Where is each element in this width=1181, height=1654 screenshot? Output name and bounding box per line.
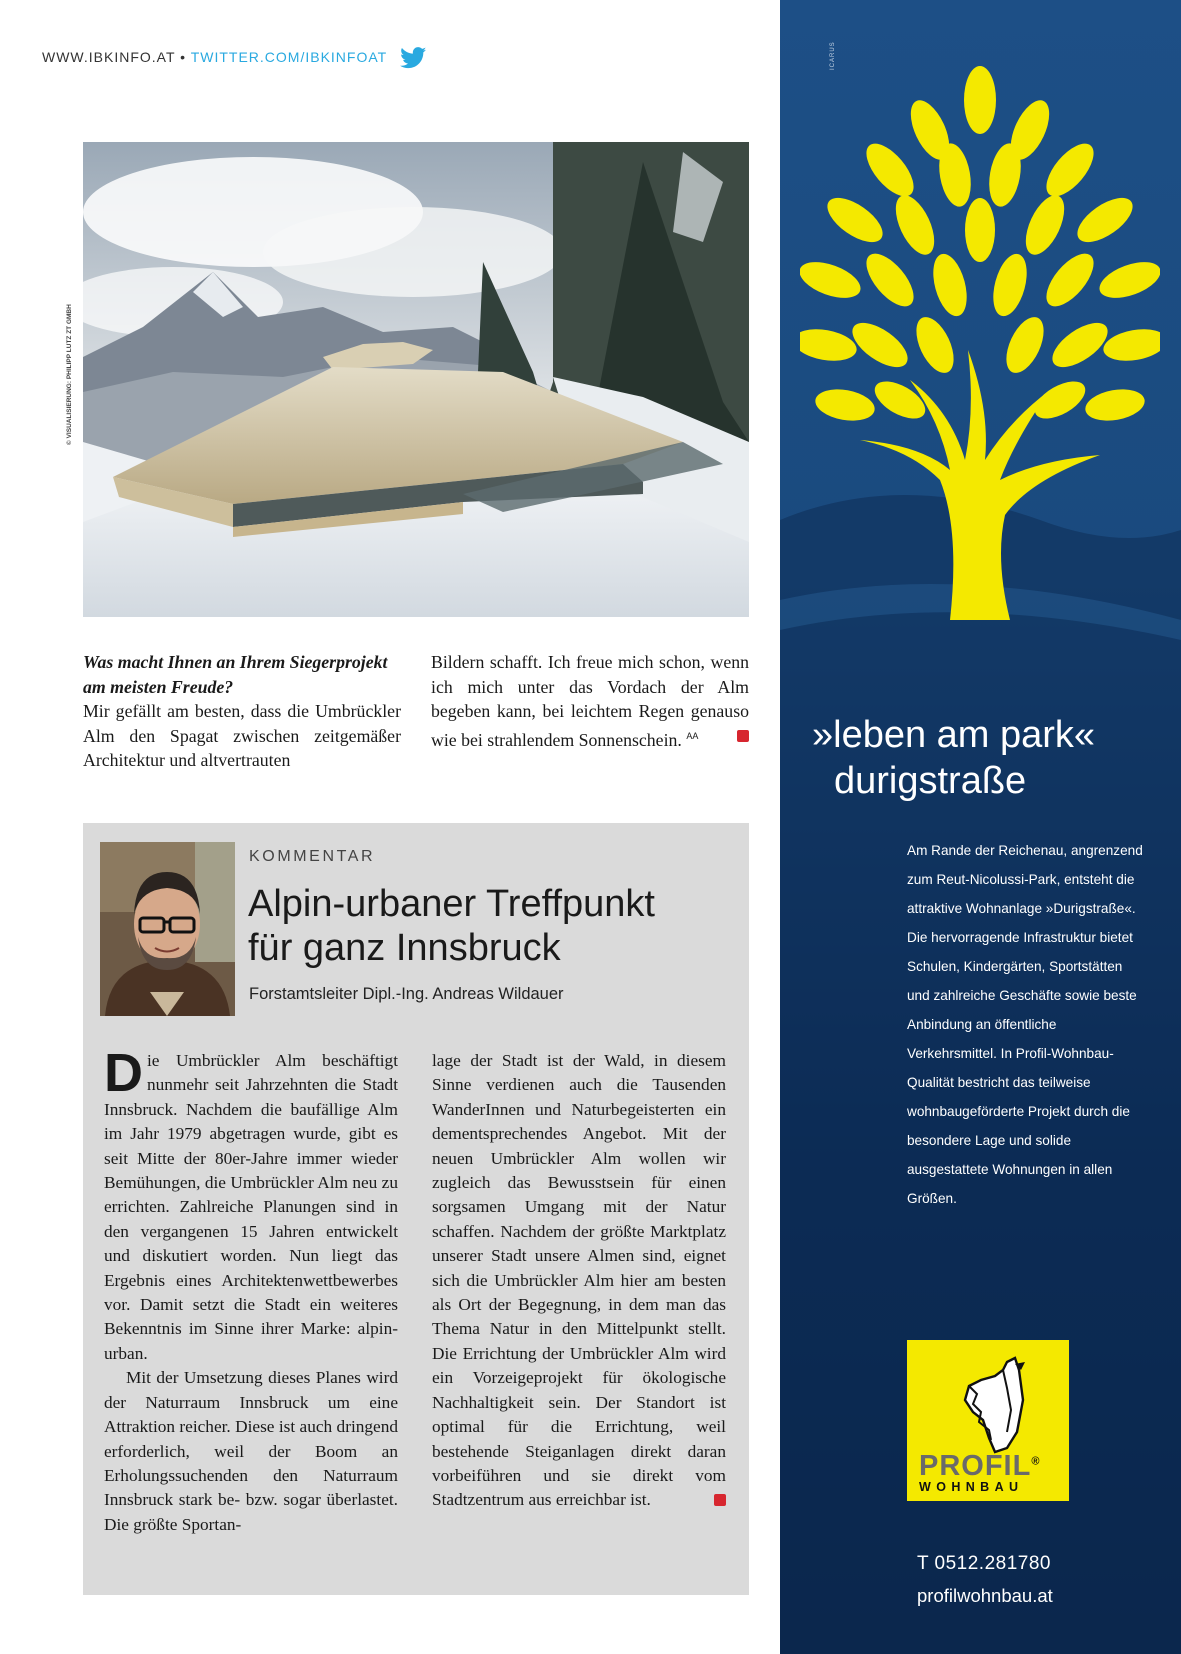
ad-agency-credit: ICARUS: [830, 41, 836, 70]
ad-slogan-line-1: »leben am park«: [812, 714, 1096, 756]
author-portrait: [100, 842, 235, 1016]
interview-column-1: [83, 650, 401, 773]
registered-mark: ®: [1031, 1455, 1041, 1468]
comment-title-line-2: für ganz Innsbruck: [248, 927, 561, 969]
ad-slogan-line-2: durigstraße: [834, 760, 1027, 802]
header-separator: •: [175, 49, 191, 65]
interview-column-2: [431, 650, 749, 752]
hero-visualisation-image: [83, 142, 749, 617]
comment-column-1: [104, 1043, 398, 1537]
interview-answer-part2: Bildern schafft. Ich freue mich schon, wenn ich mich unter das Vordach der Alm begeben kann, bei leichtem Regen genauso wie bei strahlendem Sonnenschein.: [431, 652, 749, 750]
twitter-bird-icon[interactable]: [400, 47, 427, 69]
comment-paragraph-2-part2: lage der Stadt ist der Wald, in diesem Sinne verdienen auch die Tausenden WanderInnen und Naturbegeisterten ein dementsprechendes Angebot. Mit der neuen Umbrückler Alm wollen wir zugleich das Bewusstsein für einen sorgsamen Umgang mit der Natur schaffen. Nachdem der größte Marktplatz unserer Stadt unsere Almen sind, eignet sich die Umbrückler Alm hier am besten als Ort der Begegnung, in dem man das Thema Natur in den Mittelpunkt stellt. Die Errichtung der Umbrückler Alm wird ein Vorzeigeprojekt für ökologische Nachhaltigkeit sein. Der Standort ist optimal für die Errichtung, weil bestehende Steiganlagen direkt daran vorbeiführen und sie direkt vom Stadtzentrum aus erreichbar ist.: [432, 1051, 726, 1510]
ad-slogan: [812, 712, 1095, 804]
logo-name-text: PROFIL: [919, 1450, 1032, 1482]
photo-credit: © VISUALISIERUNG: PHILIPP LUTZ ZT GMBH: [66, 304, 73, 445]
logo-wordmark: [919, 1450, 1040, 1483]
drop-cap: D: [104, 1043, 143, 1103]
ad-body-text: Am Rande der Reichenau, angrenzend zum Reut-Nicolussi-Park, entsteht die attraktive Wohnanlage »Durigstraße«. Die hervorragende Infrastruktur bietet Schulen, Kindergärten, Sportstätten und zahlreiche Geschäfte sowie beste Anbindung an öffentliche Verkehrsmittel. In Profil-Wohnbau-Qualität bestricht das teilweise wohnbaugeförderte Projekt durch die besondere Lage und solide ausgestattete Wohnungen in allen Größen.: [907, 843, 1143, 1206]
twitter-link[interactable]: TWITTER.COM/IBKINFOAT: [190, 49, 387, 65]
ad-website-link[interactable]: profilwohnbau.at: [917, 1585, 1053, 1606]
tree-logo-icon: [800, 60, 1160, 635]
end-mark-icon: [737, 730, 749, 742]
comment-title: [248, 882, 738, 970]
comment-paragraph-2-part1: Mit der Umsetzung dieses Planes wird der Naturraum Innsbruck um eine Attraktion reicher. Diese ist auch dringend erforderlich, weil der Boom an Erholungssuchenden den Naturraum Innsbruck stark be- bzw. sogar überlastet. Die größte Sportan-: [104, 1368, 398, 1534]
comment-column-2: [432, 1049, 726, 1513]
header-bar: [42, 47, 427, 69]
comment-title-line-1: Alpin-urbaner Treffpunkt: [248, 883, 655, 925]
interview-answer-part1: Mir gefällt am besten, dass die Umbrückler Alm den Spagat zwischen zeitgemäßer Architektur und altvertrauten: [83, 701, 401, 771]
interview-question: Was macht Ihnen an Ihrem Siegerprojekt am meisten Freude?: [83, 652, 388, 697]
ad-phone-number[interactable]: T 0512.281780: [917, 1553, 1051, 1574]
end-mark-icon: [714, 1494, 726, 1506]
site-url-link[interactable]: WWW.IBKINFO.AT: [42, 49, 176, 65]
comment-paragraph-1-text: ie Umbrückler Alm beschäftigt nunmehr seit Jahrzehnten die Stadt Innsbruck. Nachdem die baufällige Alm im Jahr 1979 abgetragen wurde, gibt es seit Mitte der 80er-Jahre immer wieder Bemühungen, die Umbrückler Alm neu zu errichten. Zahlreiche Planungen sind in den vergangenen 15 Jahren entwickelt und diskutiert worden. Nun liegt das Ergebnis eines Architektenwettbewerbes vor. Damit setzt die Stadt ein weiteres Bekenntnis im Sinne ihrer Marke: alpin-urban.: [104, 1051, 398, 1363]
comment-author: Forstamtsleiter Dipl.-Ing. Andreas Wildauer: [249, 985, 564, 1003]
comment-kicker: KOMMENTAR: [249, 848, 376, 865]
logo-subline: WOHNBAU: [919, 1480, 1024, 1494]
author-initials: AA: [686, 730, 699, 741]
comment-paragraph-1: [104, 1043, 398, 1366]
